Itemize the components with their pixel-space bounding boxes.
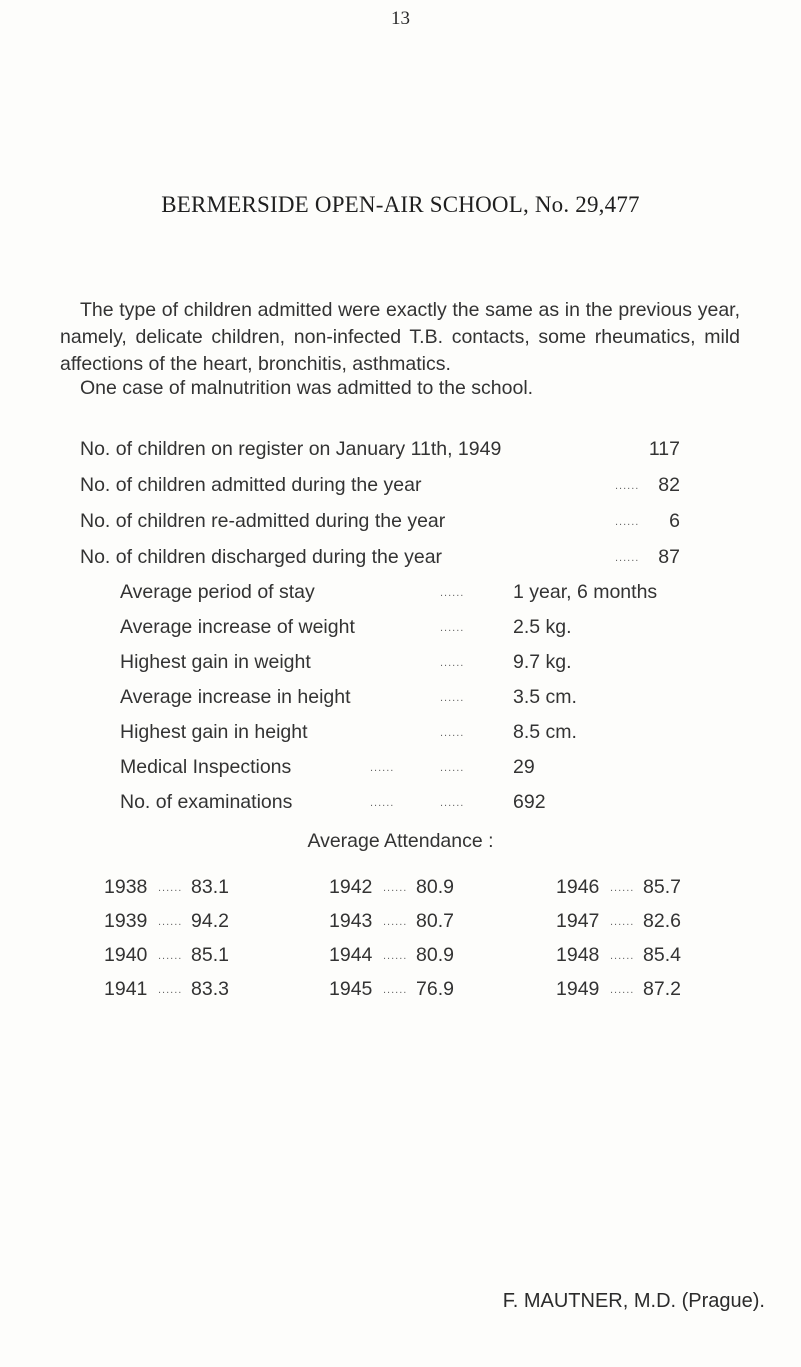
leader-dots: ......	[440, 727, 465, 739]
attendance-year: 1947	[556, 910, 600, 932]
leader-dots: ......	[440, 657, 465, 669]
signature: F. MAUTNER, M.D. (Prague).	[502, 1290, 765, 1312]
register-value: 117	[648, 438, 680, 460]
leader-dots: ......	[158, 984, 183, 996]
leader-dots: ......	[610, 984, 635, 996]
average-row	[120, 791, 720, 817]
attendance-year: 1945	[329, 978, 373, 1000]
malnutrition-paragraph: One case of malnutrition was admitted to the school.	[80, 377, 534, 399]
attendance-cell	[329, 944, 529, 970]
leader-dots: ......	[383, 916, 408, 928]
attendance-cell	[329, 910, 529, 936]
average-value: 29	[513, 756, 535, 778]
attendance-cell	[556, 944, 756, 970]
register-value: 82	[658, 474, 680, 496]
average-label: Medical Inspections	[120, 756, 292, 778]
leader-dots: ......	[610, 882, 635, 894]
average-row	[120, 651, 720, 677]
leader-dots: ......	[440, 797, 465, 809]
average-label: Average increase of weight	[120, 616, 355, 638]
attendance-year: 1938	[104, 876, 148, 898]
attendance-value: 76.9	[416, 978, 454, 1000]
register-label: No. of children on register on January 11th, 1949	[80, 438, 502, 460]
register-label: No. of children discharged during the year	[80, 546, 443, 568]
leader-dots: ......	[615, 516, 640, 528]
register-row	[80, 546, 680, 572]
attendance-year: 1940	[104, 944, 148, 966]
attendance-value: 83.1	[191, 876, 229, 898]
attendance-value: 87.2	[643, 978, 681, 1000]
register-row	[80, 510, 680, 536]
attendance-cell	[104, 944, 304, 970]
average-row	[120, 721, 720, 747]
average-value: 8.5 cm.	[513, 721, 577, 743]
attendance-value: 94.2	[191, 910, 229, 932]
average-row	[120, 686, 720, 712]
leader-dots: ......	[158, 916, 183, 928]
average-label: Highest gain in height	[120, 721, 308, 743]
attendance-cell	[556, 876, 756, 902]
page-number: 13	[391, 8, 410, 29]
attendance-cell	[104, 910, 304, 936]
leader-dots: ......	[610, 916, 635, 928]
leader-dots: ......	[440, 692, 465, 704]
register-label: No. of children admitted during the year	[80, 474, 422, 496]
register-row	[80, 474, 680, 500]
attendance-value: 83.3	[191, 978, 229, 1000]
attendance-value: 82.6	[643, 910, 681, 932]
leader-dots: ......	[440, 762, 465, 774]
leader-dots: ......	[440, 622, 465, 634]
leader-dots: ......	[383, 950, 408, 962]
attendance-cell	[556, 978, 756, 1004]
register-row	[80, 438, 680, 464]
intro-paragraph: The type of children admitted were exactly the same as in the previous year, namely, delicate children, non-infected T.B. contacts, some rheumatics, mild affections of the heart, bronchitis, asthmatics.	[60, 299, 740, 375]
attendance-year: 1939	[104, 910, 148, 932]
average-label: Highest gain in weight	[120, 651, 311, 673]
attendance-cell	[329, 876, 529, 902]
leader-dots: ......	[383, 882, 408, 894]
average-value: 2.5 kg.	[513, 616, 572, 638]
leader-dots: ......	[370, 797, 395, 809]
leader-dots: ......	[615, 552, 640, 564]
register-value: 87	[658, 546, 680, 568]
average-value: 1 year, 6 months	[513, 581, 658, 603]
register-value: 6	[669, 510, 680, 532]
attendance-value: 80.9	[416, 876, 454, 898]
attendance-value: 85.1	[191, 944, 229, 966]
attendance-cell	[104, 978, 304, 1004]
attendance-year: 1941	[104, 978, 148, 1000]
average-label: No. of examinations	[120, 791, 293, 813]
attendance-year: 1943	[329, 910, 373, 932]
attendance-value: 85.7	[643, 876, 681, 898]
attendance-cell	[556, 910, 756, 936]
attendance-year: 1946	[556, 876, 600, 898]
register-label: No. of children re-admitted during the year	[80, 510, 446, 532]
attendance-cell	[329, 978, 529, 1004]
average-label: Average increase in height	[120, 686, 351, 708]
leader-dots: ......	[383, 984, 408, 996]
average-value: 692	[513, 791, 546, 813]
average-label: Average period of stay	[120, 581, 315, 603]
leader-dots: ......	[370, 762, 395, 774]
average-row	[120, 581, 720, 607]
attendance-value: 80.7	[416, 910, 454, 932]
page-heading: BERMERSIDE OPEN-AIR SCHOOL, No. 29,477	[161, 192, 640, 217]
leader-dots: ......	[615, 480, 640, 492]
attendance-year: 1942	[329, 876, 373, 898]
leader-dots: ......	[440, 587, 465, 599]
leader-dots: ......	[610, 950, 635, 962]
attendance-heading: Average Attendance :	[307, 830, 494, 852]
attendance-value: 85.4	[643, 944, 681, 966]
attendance-cell	[104, 876, 304, 902]
average-value: 9.7 kg.	[513, 651, 572, 673]
leader-dots: ......	[158, 882, 183, 894]
attendance-value: 80.9	[416, 944, 454, 966]
average-row	[120, 616, 720, 642]
average-value: 3.5 cm.	[513, 686, 577, 708]
leader-dots: ......	[158, 950, 183, 962]
attendance-year: 1944	[329, 944, 373, 966]
attendance-year: 1948	[556, 944, 600, 966]
attendance-year: 1949	[556, 978, 600, 1000]
average-row	[120, 756, 720, 782]
